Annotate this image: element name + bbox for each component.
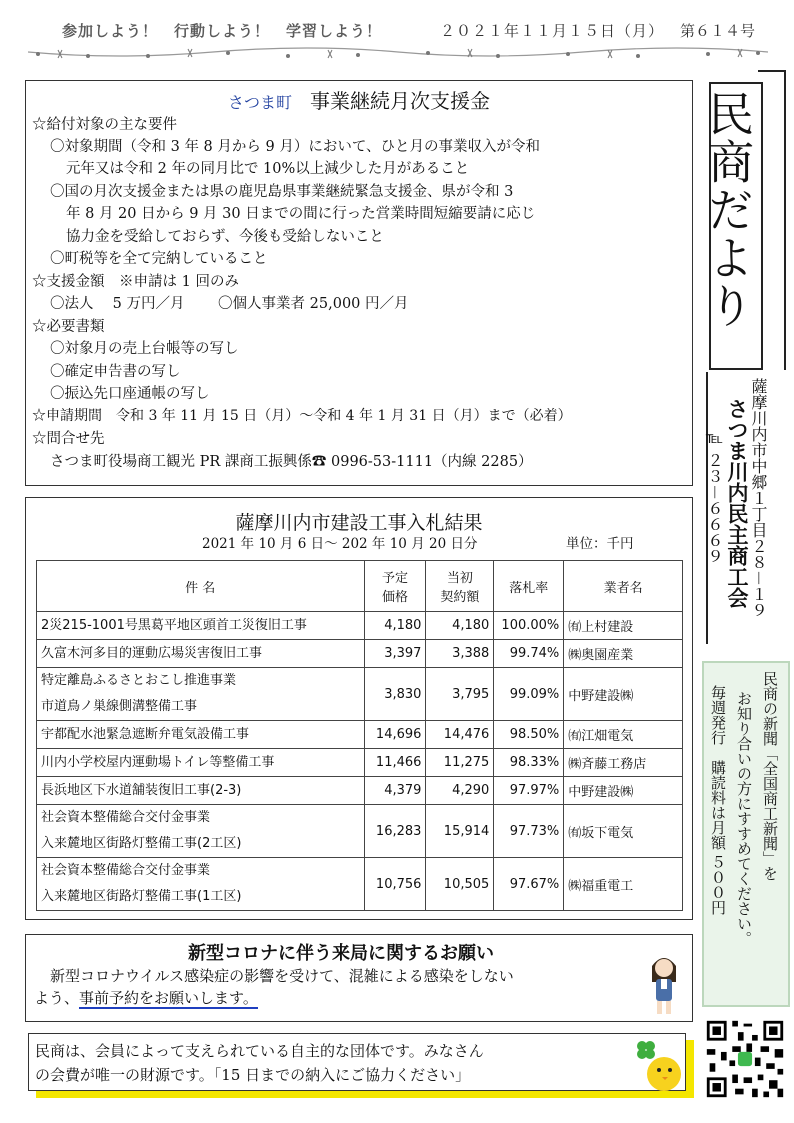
row-rate: 99.09%: [494, 668, 564, 721]
row-rate: 98.50%: [494, 721, 564, 749]
subsidy-line: 〇対象期間（令和 3 年 8 月から 9 月）において、ひと月の事業収入が令和: [50, 139, 541, 155]
promo-line: お知り合いの方にすすめてください。: [735, 691, 753, 946]
row-company: ㈱福重電工: [564, 858, 683, 911]
subsidy-line: 〇町税等を全て完納していること: [50, 251, 268, 267]
row-initial: 3,795: [426, 668, 494, 721]
row-name: [37, 777, 365, 805]
subsidy-line: 〇国の月次支援金または県の鹿児島県事業継続緊急支援金、県が令和 3: [50, 184, 514, 200]
header-name: 件 名: [37, 561, 365, 612]
table-row: [37, 640, 683, 668]
row-name-line1: 2災215-1001号黒葛平地区頭首工災復旧工事: [41, 617, 307, 633]
row-planned: 3,397: [364, 640, 426, 668]
row-company: ㈱斉藤工務店: [564, 749, 683, 777]
row-name: [37, 668, 365, 721]
bid-results-section: [25, 497, 693, 920]
qr-code-icon: [704, 1018, 786, 1100]
row-name-line2: 入来麓地区街路灯整備工事(2工区): [41, 836, 242, 851]
row-name: [37, 721, 365, 749]
corona-title: 新型コロナに伴う来局に関するお願い: [188, 943, 494, 964]
subsidy-line: 〇振込先口座通帳の写し: [50, 386, 210, 402]
subsidy-line: ☆給付対象の主な要件: [32, 117, 177, 133]
header-rate: 落札率: [494, 561, 564, 612]
masthead-telephone: ℡ ２３－６６６９: [705, 428, 724, 565]
row-initial: 3,388: [426, 640, 494, 668]
chick-mascot-icon: [628, 1036, 686, 1094]
row-company: 中野建設㈱: [564, 668, 683, 721]
table-row: [37, 749, 683, 777]
row-rate: 98.33%: [494, 749, 564, 777]
subsidy-town: さつま町: [227, 93, 292, 112]
row-name-line1: 長浜地区下水道舗装復旧工事(2-3): [41, 782, 242, 798]
subsidy-line: 協力金を受給しておらず、今後も受給しないこと: [66, 229, 384, 245]
row-rate: 97.97%: [494, 777, 564, 805]
row-planned: 11,466: [364, 749, 426, 777]
corona-line: [34, 987, 258, 1008]
subsidy-line: ☆支援金額 ※申請は 1 回のみ: [32, 274, 239, 290]
footer-line: 民商は、会員によって支えられている自主的な団体です。みなさん: [35, 1042, 484, 1060]
table-row: [37, 668, 683, 721]
header-planned-line1: 予定: [381, 571, 408, 586]
table-row: [37, 777, 683, 805]
subsidy-heading: 事業継続月次支援金: [310, 89, 490, 113]
subsidy-line: ☆問合せ先: [32, 431, 105, 447]
header-initial-line2: 契約額: [440, 590, 480, 605]
table-row: [37, 805, 683, 858]
subsidy-line: 〇対象月の売上台帳等の写し: [50, 341, 239, 357]
row-planned: 14,696: [364, 721, 426, 749]
row-rate: 100.00%: [494, 612, 564, 640]
newspaper-promo: [702, 661, 790, 1007]
row-company: ㈲上村建設: [564, 612, 683, 640]
row-name: [37, 749, 365, 777]
decorative-garland: [28, 44, 768, 66]
row-rate: 99.74%: [494, 640, 564, 668]
row-name-line1: 川内小学校屋内運動場トイレ等整備工事: [41, 754, 275, 770]
header-slogan: 参加しよう！ 行動しよう！ 学習しよう！: [62, 22, 383, 40]
row-initial: 4,180: [426, 612, 494, 640]
table-row: [37, 612, 683, 640]
row-company: ㈲坂下電気: [564, 805, 683, 858]
subsidy-title: [26, 85, 692, 114]
row-name-line1: 宇都配水池緊急遮断弁電気設備工事: [41, 726, 250, 742]
corona-line: 新型コロナウイルス感染症の影響を受けて、混雑による感染をしない: [50, 967, 514, 985]
corona-notice: [25, 934, 693, 1022]
table-row: [37, 858, 683, 911]
masthead-address: 薩摩川内市中郷１丁目２８－１９: [749, 378, 768, 619]
subsidy-notice: [25, 80, 693, 486]
row-initial: 14,476: [426, 721, 494, 749]
row-initial: 10,505: [426, 858, 494, 911]
row-initial: 15,914: [426, 805, 494, 858]
row-company: ㈲江畑電気: [564, 721, 683, 749]
table-row: [37, 721, 683, 749]
row-planned: 10,756: [364, 858, 426, 911]
subsidy-line: さつま町役場商工観光 PR 課商工振興係☎ 0996-53-1111（内線 2285）: [50, 454, 533, 470]
bid-results-unit: 単位：千円: [566, 536, 634, 552]
row-initial: 4,290: [426, 777, 494, 805]
row-name-line2: 市道鳥ノ巣線側溝整備工事: [41, 699, 198, 714]
row-rate: 97.73%: [494, 805, 564, 858]
row-name-line1: 久富木河多目的運動広場災害復旧工事: [41, 645, 263, 661]
footer-line: の会費が唯一の財源です。「15 日までの納入にご協力ください」: [35, 1066, 471, 1084]
header-date: ２０２１年１１月１５日（月）: [440, 22, 665, 40]
masthead-title-box: [701, 82, 763, 370]
subsidy-line: ☆必要書類: [32, 319, 105, 335]
bid-results-table: [36, 560, 683, 911]
subsidy-line: 〇確定申告書の写し: [50, 364, 181, 380]
row-planned: 3,830: [364, 668, 426, 721]
row-planned: 4,379: [364, 777, 426, 805]
row-name-line2: 入来麓地区街路灯整備工事(1工区): [41, 889, 242, 904]
row-name: [37, 640, 365, 668]
row-name-line1: 社会資本整備総合交付金事業: [41, 863, 211, 878]
header-planned: [364, 561, 426, 612]
row-company: ㈱奥園産業: [564, 640, 683, 668]
bid-results-title: 薩摩川内市建設工事入札結果: [235, 512, 483, 534]
subsidy-line: 元年又は令和 2 年の同月比で 10%以上減少した月があること: [66, 161, 470, 177]
subsidy-line: 〇法人 5 万円／月 〇個人事業者 25,000 円／月: [50, 296, 409, 312]
header-initial-line1: 当初: [446, 571, 473, 586]
row-initial: 11,275: [426, 749, 494, 777]
row-rate: 97.67%: [494, 858, 564, 911]
row-name-line1: 特定離島ふるさとおこし推進事業: [41, 673, 237, 688]
bid-results-period: 2021 年 10 月 6 日～ 202 年 10 月 20 日分: [202, 536, 478, 552]
subsidy-line: ☆申請期間 令和 3 年 11 月 15 日（月）～令和 4 年 1 月 31 日（月）まで（必着）: [32, 408, 572, 424]
promo-line: 毎週発行 購読料は月額 ５００円: [709, 685, 727, 915]
masthead-organization: さつま川内民主商工会: [725, 398, 750, 608]
staff-illustration-icon: [644, 952, 684, 1016]
row-name: [37, 805, 365, 858]
header-issue-number: 第６１４号: [680, 22, 756, 40]
row-name: [37, 858, 365, 911]
row-planned: 4,180: [364, 612, 426, 640]
corona-line-start: よう、: [34, 989, 80, 1007]
header-initial: [426, 561, 494, 612]
row-planned: 16,283: [364, 805, 426, 858]
row-company: 中野建設㈱: [564, 777, 683, 805]
table-header-row: [37, 561, 683, 612]
row-name-line1: 社会資本整備総合交付金事業: [41, 810, 211, 825]
header-company: 業者名: [564, 561, 683, 612]
subsidy-line: 年 8 月 20 日から 9 月 30 日までの間に行った営業時間短縮要請に応じ: [66, 206, 536, 222]
corona-emphasis: 事前予約をお願いします。: [79, 989, 258, 1007]
promo-line: 民商の新聞「全国商工新聞」を: [761, 671, 779, 881]
row-name: [37, 612, 365, 640]
masthead-title: 民商だより: [701, 90, 755, 330]
header-planned-line2: 価格: [381, 590, 408, 605]
footer-message: [28, 1033, 686, 1091]
